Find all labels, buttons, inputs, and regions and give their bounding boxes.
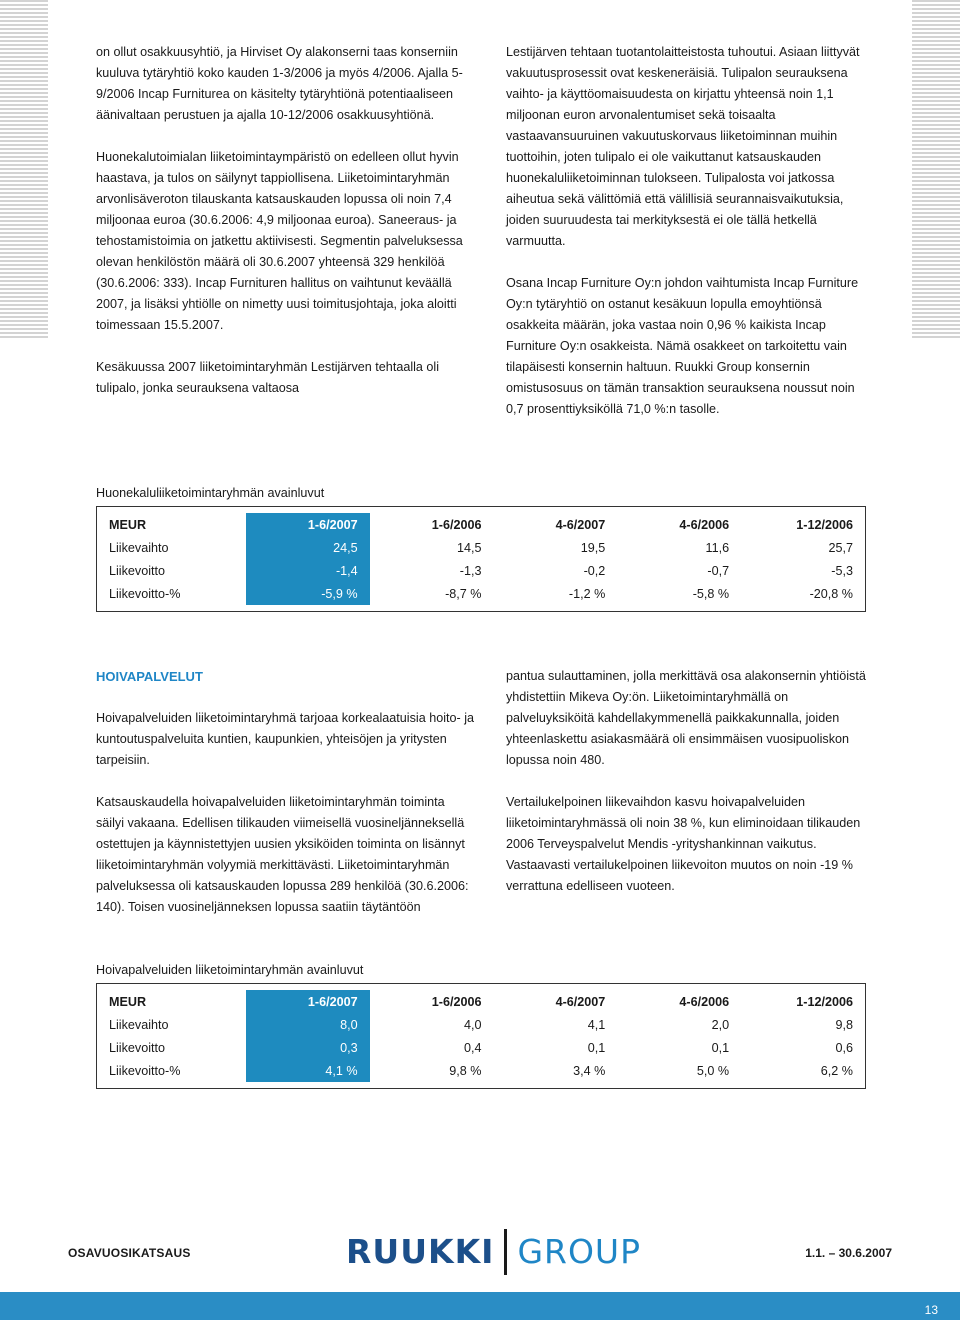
table-cell: 24,5 — [246, 536, 370, 559]
table-cell: -0,2 — [583, 563, 606, 578]
logo-word-group: GROUP — [517, 1232, 641, 1271]
row-label: Liikevaihto — [109, 1017, 169, 1032]
header-cell: MEUR — [109, 994, 147, 1009]
table-cell: 9,8 — [835, 1017, 853, 1032]
paragraph: on ollut osakkuusyhtiö, ja Hirviset Oy alakonserni taas konserniin kuuluva tytäryhtiö koko kauden 1-3/2006 ja myös 4/2006. Ajalla 5-9/2006 Incap Furniturea on käsitelty tytäryhtiönä potentiaaliseen äänivaltaan perustuen ja ajalla 10-12/2006 osakkuusyhtiönä. — [96, 45, 463, 122]
table-cell: -20,8 % — [809, 586, 853, 601]
table-cell: -8,7 % — [445, 586, 482, 601]
header-cell: 1-12/2006 — [796, 517, 853, 532]
header-cell: 1-6/2007 — [246, 513, 370, 536]
table-cell: 11,6 — [705, 540, 730, 555]
table-cell: 0,1 — [711, 1040, 730, 1055]
key-figures-table-furniture — [96, 506, 866, 612]
header-cell: 1-6/2006 — [431, 994, 482, 1009]
header-cell: 1-12/2006 — [796, 994, 853, 1009]
table-cell: -1,2 % — [568, 586, 606, 601]
table-header-row — [97, 990, 865, 1013]
table-cell: 0,4 — [463, 1040, 482, 1055]
paragraph: Lestijärven tehtaan tuotantolaitteistosta tuhoutui. Asiaan liittyvät vakuutusprosessit ovat keskeneräisiä. Tulipalon seurauksena vaihto- ja käyttöomaisuudesta on kirjattu yhteensä noin 1,1 miljoonan euron arvonalentumiset sekä toisaalta vastaavansuuruinen vakuutuskorvaus liiketoiminnan muihin tuottoihin, joten tulipalo ei ole vaikuttanut katsauskauden huonekaluliiketoiminnan tulokseen. Tulipalosta voi jatkossa aiheutua sekä välittömiä että välillisiä seurannaisvaikutuksia, joiden suuruudesta tai merkityksestä ei ole tällä hetkellä varmuutta. — [506, 45, 860, 248]
table-cell: -5,9 % — [246, 582, 370, 605]
row-label: Liikevoitto — [109, 1040, 166, 1055]
page-number: 13 — [924, 1303, 938, 1317]
table-row — [97, 1036, 865, 1059]
table-cell: 0,6 — [835, 1040, 853, 1055]
table-cell: 0,1 — [587, 1040, 606, 1055]
ruukki-group-logo — [346, 1230, 641, 1274]
table-cell: 25,7 — [828, 540, 853, 555]
table-cell: 5,0 % — [696, 1063, 730, 1078]
left-column-top — [96, 42, 476, 399]
table-cell: 6,2 % — [820, 1063, 853, 1078]
paragraph: Huonekalutoimialan liiketoimintaympäristö on edelleen ollut hyvin haastava, ja tulos on säilynyt tappiollisena. Liiketoimintaryhmän arvonlisäveroton tilauskanta katsauskauden lopussa oli noin 7,4 miljoonaa euroa (30.6.2006: 4,9 miljoonaa euroa). Saneeraus- ja tehostamistoimia on jatkettu aktiivisesti. Segmentin palveluksessa olevan henkilöstön määrä oli 30.6.2007 yhteensä 329 henkilöä (30.6.2006: 333). Incap Furnituren hallitus on vaihtunut keväällä 2007, ja lisäksi yhtiölle on nimetty uusi toimitusjohtaja, joka aloitti toimessaan 15.5.2007. — [96, 150, 463, 332]
paragraph: Katsauskaudella hoivapalveluiden liiketoimintaryhmän toiminta säilyi vakaana. Edellisen tilikauden viimeisellä vuosineljänneksellä ostettujen ja käynnistettyjen uusien yksiköiden toiminta on lisännyt liiketoimintaryhmän volyymiä merkittävästi. Liiketoimintaryhmän palveluksessa oli katsauskauden lopussa 289 henkilöä (30.6.2006: 140). Toisen vuosineljänneksen lopussa saatiin täytäntöön — [96, 795, 469, 914]
row-label: Liikevoitto-% — [109, 1063, 181, 1078]
table-cell: -5,3 — [831, 563, 853, 578]
logo-divider — [504, 1229, 507, 1275]
table-row — [97, 1059, 865, 1082]
header-cell: 1-6/2007 — [246, 990, 370, 1013]
header-cell: 4-6/2006 — [679, 517, 730, 532]
decorative-stripes-right — [912, 0, 960, 340]
table-cell: 9,8 % — [449, 1063, 482, 1078]
header-cell: 4-6/2007 — [555, 994, 606, 1009]
table-caption: Hoivapalveluiden liiketoimintaryhmän avainluvut — [96, 963, 364, 977]
header-cell: 1-6/2006 — [431, 517, 482, 532]
footer-period: 1.1. – 30.6.2007 — [805, 1246, 892, 1260]
table-cell: -1,3 — [459, 563, 482, 578]
table-cell: 4,1 % — [246, 1059, 370, 1082]
table-cell: -1,4 — [246, 559, 370, 582]
header-cell: 4-6/2007 — [555, 517, 606, 532]
table-row — [97, 536, 865, 559]
header-cell: MEUR — [109, 517, 147, 532]
table-cell: -5,8 % — [692, 586, 730, 601]
right-column-top — [506, 42, 870, 420]
table-cell: 4,1 — [587, 1017, 606, 1032]
left-column-hoiva — [96, 666, 476, 918]
paragraph: Hoivapalveluiden liiketoimintaryhmä tarjoaa korkealaatuisia hoito- ja kuntoutuspalveluita kuntien, kaupunkien, yhteisöjen ja yritysten tarpeisiin. — [96, 711, 475, 767]
table-cell: -0,7 — [707, 563, 730, 578]
footer-report-title: OSAVUOSIKATSAUS — [68, 1246, 191, 1260]
table-cell: 0,3 — [246, 1036, 370, 1059]
table-caption: Huonekaluliiketoimintaryhmän avainluvut — [96, 486, 325, 500]
key-figures-table-care — [96, 983, 866, 1089]
table-header-row — [97, 513, 865, 536]
table-row — [97, 559, 865, 582]
table-cell: 4,0 — [463, 1017, 482, 1032]
paragraph: pantua sulauttaminen, jolla merkittävä osa alakonsernin yhtiöistä yhdistettiin Mikeva Oy:ön. Liiketoimintaryhmällä on palveluyksiköitä kahdellakymmenellä paikkakunnalla, joiden yhteenlaskettu asiakasmäärä oli ensimmäisen vuosipuoliskon lopussa noin 480. — [506, 669, 866, 767]
table-cell: 2,0 — [711, 1017, 730, 1032]
paragraph: Vertailukelpoinen liikevaihdon kasvu hoivapalveluiden liiketoimintaryhmässä oli noin 38 %, kun eliminoidaan tilikauden 2006 Terveyspalvelut Mendis -yrityshankinnan vaikutus. Vastaavasti vertailukelpoinen liikevoiton muutos on noin -19 % verrattuna edelliseen vuoteen. — [506, 795, 861, 893]
decorative-stripes-left — [0, 0, 48, 340]
row-label: Liikevoitto — [109, 563, 166, 578]
logo-word-ruukki: RUUKKI — [346, 1232, 495, 1271]
paragraph: Osana Incap Furniture Oy:n johdon vaihtumista Incap Furniture Oy:n tytäryhtiö on ostanut kesäkuun lopulla emoyhtiönsä osakkeita määrän, joka vastaa noin 0,96 % kaikista Incap Furniture Oy:n osakkeista. Nämä osakkeet on tarkoitettu vain tilapäisesti konsernin haltuun. Ruukki Group konsernin omistusosuus on tämän transaktion seurauksena noussut noin 0,7 prosenttiyksiköllä 71,0 %:n tasolle. — [506, 276, 859, 416]
section-heading: HOIVAPALVELUT — [96, 669, 203, 684]
table-cell: 14,5 — [456, 540, 482, 555]
table-cell: 3,4 % — [573, 1063, 606, 1078]
paragraph: Kesäkuussa 2007 liiketoimintaryhmän Lestijärven tehtaalla oli tulipalo, jonka seurauksena valtaosa — [96, 360, 440, 395]
table-cell: 8,0 — [246, 1013, 370, 1036]
row-label: Liikevoitto-% — [109, 586, 181, 601]
page-number-band — [0, 1292, 960, 1320]
header-cell: 4-6/2006 — [679, 994, 730, 1009]
right-column-hoiva — [506, 666, 870, 897]
table-cell: 19,5 — [580, 540, 606, 555]
row-label: Liikevaihto — [109, 540, 169, 555]
table-row — [97, 582, 865, 605]
table-row — [97, 1013, 865, 1036]
